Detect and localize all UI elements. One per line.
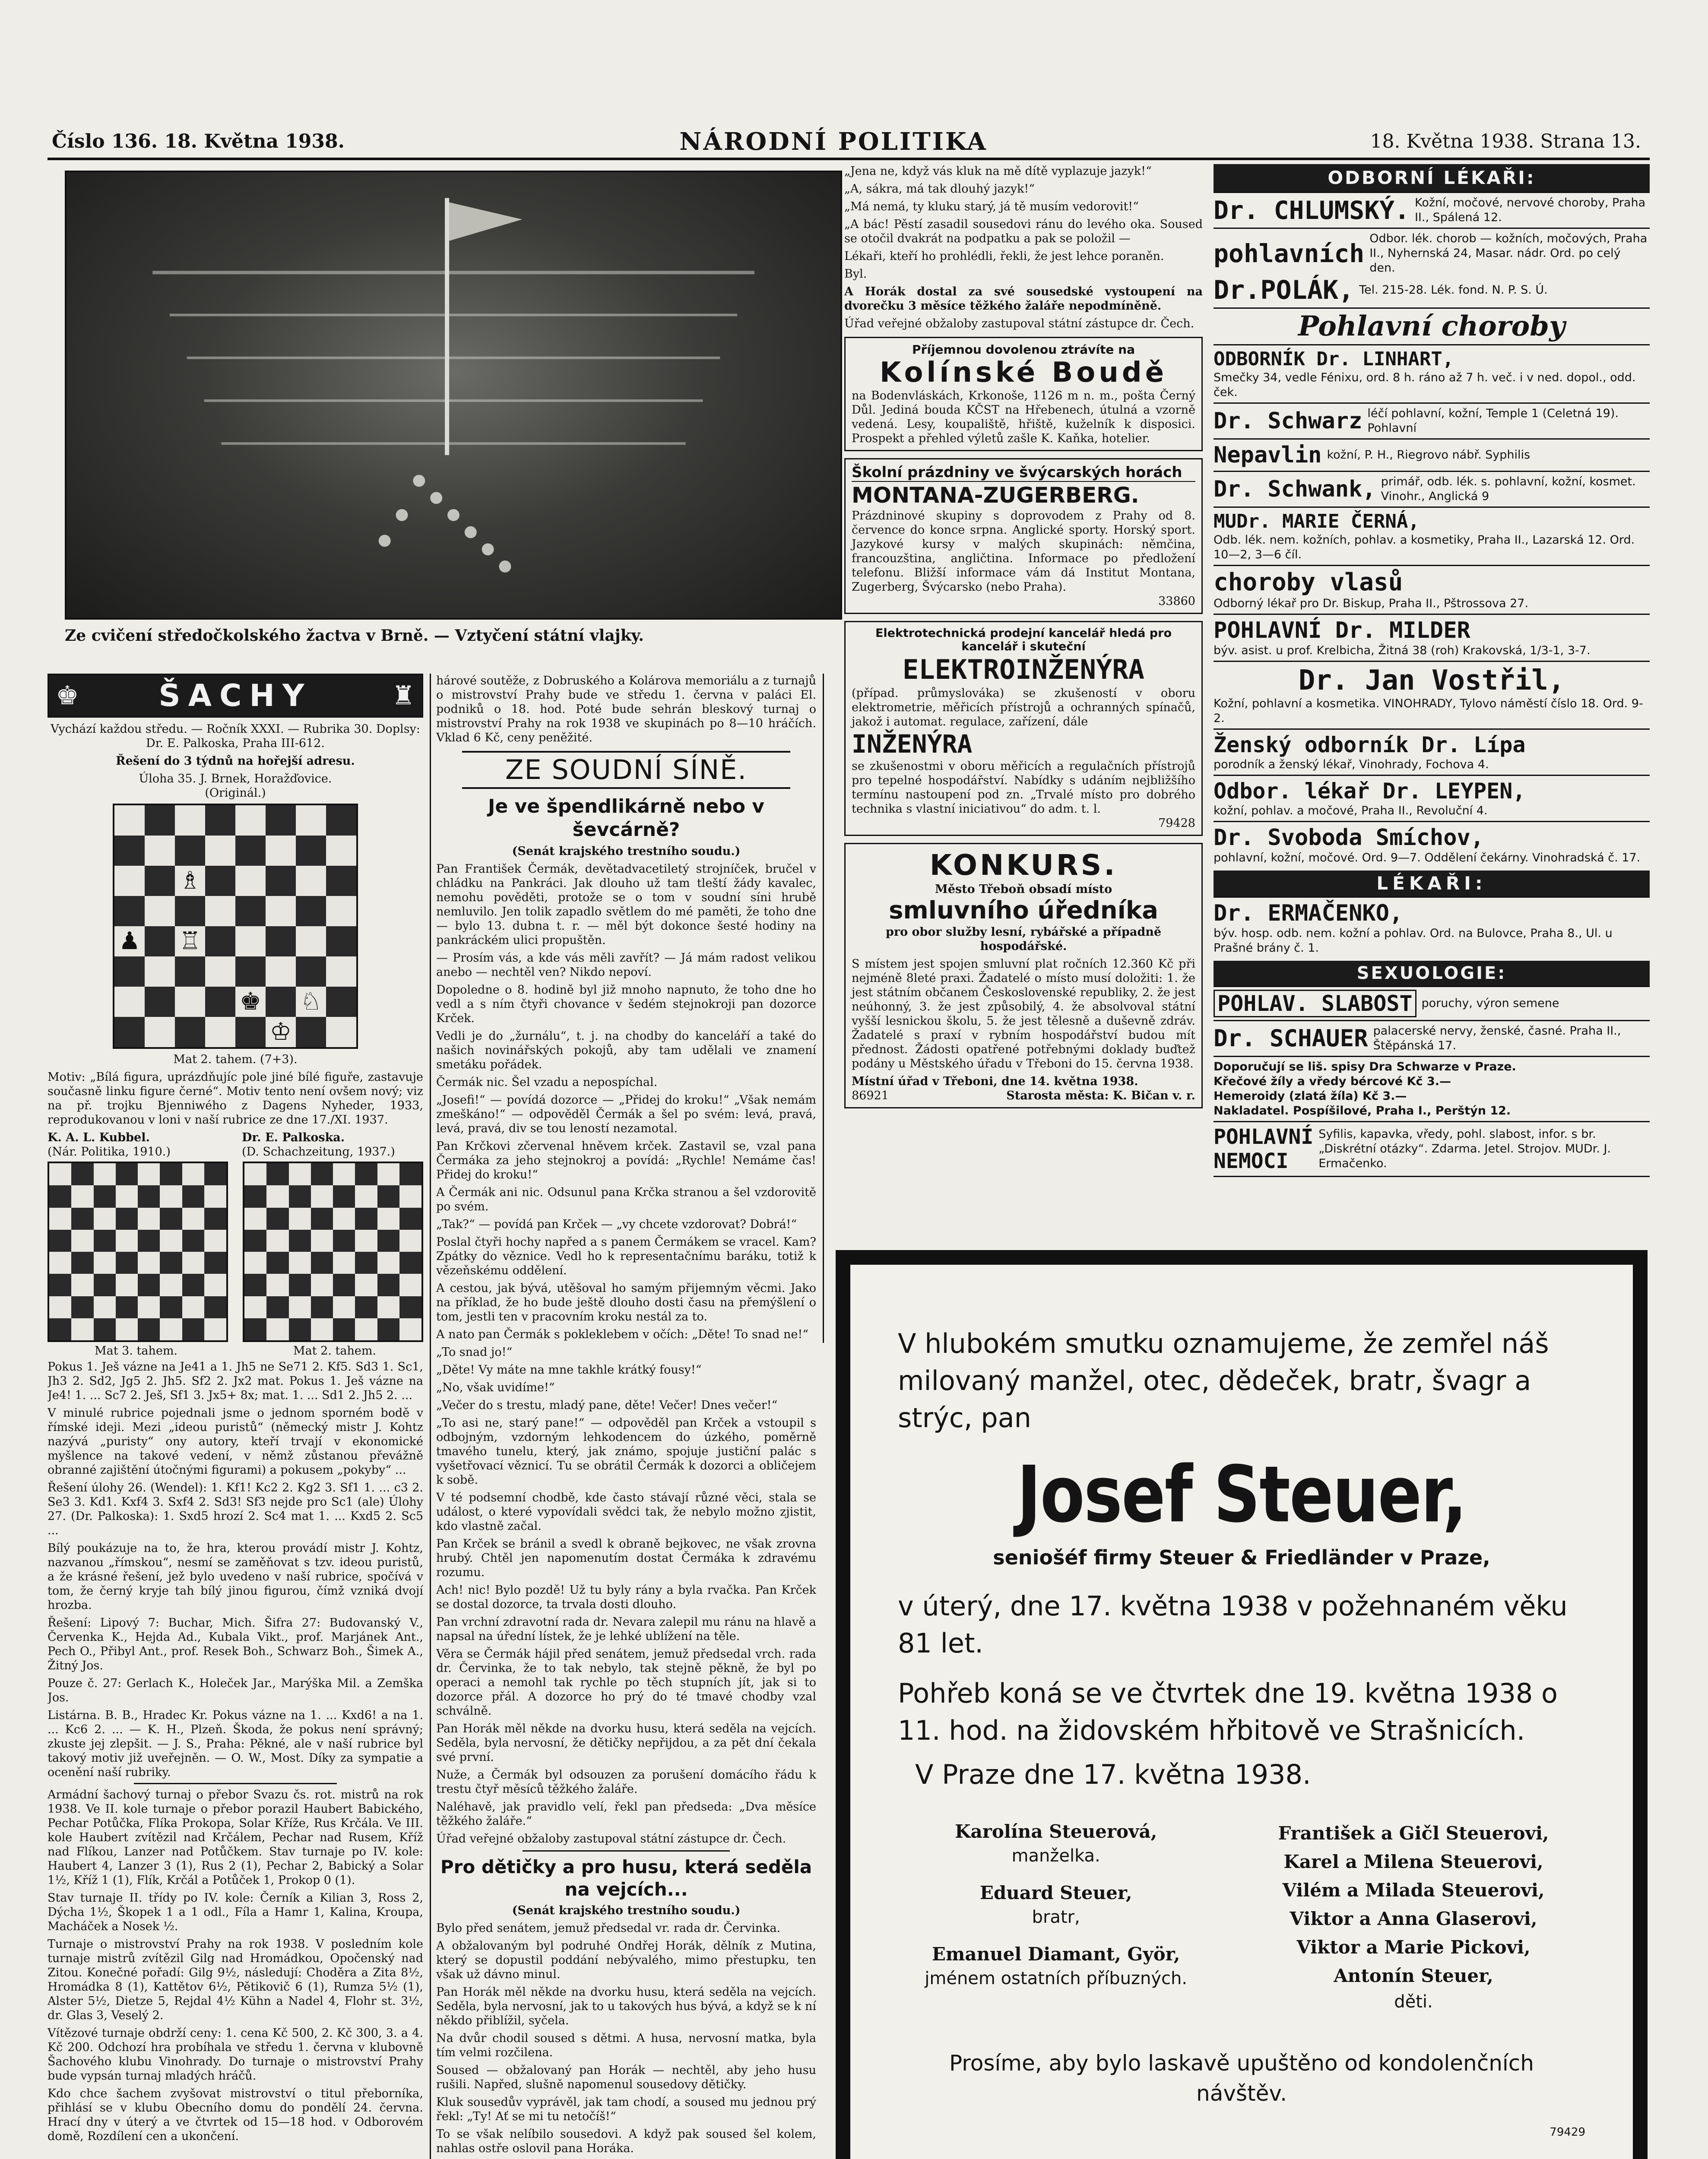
doctors-column [1214,164,1650,1304]
ad-schwank-info: primář, odb. lék. s. pohlavní, kožní, kosmet. Vinohr., Anglická 9 [1381,475,1636,503]
article-paragraph: „Má nemá, ty kluku starý, já tě musím vedorovit!“ [844,200,1139,213]
article-paragraph: „A, sákra, má tak dlouhý jazyk!“ [844,182,1035,196]
obituary-intro: V hlubokém smutku oznamujeme, že zemřel náš milovaný manžel, otec, dědeček, bratr, švagr a strýc, pan [898,1328,1549,1434]
ad-kolinske-bouda [844,337,1203,451]
source-kubbel: (Nár. Politika, 1910.) [48,1145,171,1159]
article-divider [523,1850,730,1852]
article-paragraph: „Večer do s trestu, mladý pane, děte! Večer! Dnes večer!“ [436,1399,778,1412]
ad-kolinske-name: Kolínské Boudě [879,357,1168,389]
ad-spisy-line: Nakladatel. Pospíšilové, Praha I., Perštýn 12. [1214,1104,1511,1117]
ad-elektro-number: 79428 [1158,817,1195,830]
ad-montana-body: Prázdninové skupiny s doprovodem z Prahy od 8. července do konce srpna. Anglické sporty. Horský sport. Jazykové kursy v malých skupinách: němčina, francouzština, angličtina. Informace po předložení telefonu. Bližší informace vám dá Institut Montana, Zugerberg, Švýcarsko (nebo Praha). [852,509,1195,594]
chess-king-icon: ♚ [239,988,262,1016]
ad-lipa [1214,728,1650,775]
chess-title: ŠACHY [158,678,312,713]
konkurs-name: smluvního úředníka [889,896,1158,924]
court-column [436,674,816,2159]
ad-polak-tel: Tel. 215-28. Lék. fond. N. P. S. Ú. [1359,283,1548,297]
article-paragraph: „Tak?“ — povídá pan Krček — „vy chcete vzdorovat? Dobrá!“ [436,1218,797,1231]
court-section-title: ZE SOUDNÍ SÍNĚ. [462,751,790,789]
page-date: 18. Května 1938. Strana 13. [1370,130,1641,152]
chess-paragraph: Řešení úlohy 26. (Wendel): 1. Kf1! Kc2 2. Kg2 3. Sf1 1. ... c3 2. Se3 3. Kd1. Kxf4 3. Sxf4 2. Sd3! Sf3 nejde pro Sc1 (ale) Úlohy 27. (Dr. Palkoska): 1. Sxd5 hrozí 2. Sc4 mat 1. ... Kxd5 2. Sc5 ... [48,1481,423,1537]
ad-schauer-name: Dr. SCHAUER [1214,1025,1368,1052]
article-paragraph: Kluk sousedův vyprávěl, jak tam chodí, a soused mu jednou prý řekl: „Ty! Ať se mi tu netočíš!“ [436,2096,816,2123]
ad-leypen-name: Odbor. lékař Dr. LEYPEN, [1214,779,1526,804]
ad-polak-name: Dr.POLÁK, [1214,275,1354,305]
konkurs-signature: Starosta města: K. Bičan v. r. [1006,1089,1195,1102]
ad-leypen [1214,775,1650,821]
flag-pole-graphic [67,172,840,618]
ad-lipa-name: Ženský odborník Dr. Lípa [1214,732,1526,757]
source-palkoska: (D. Schachzeitung, 1937.) [242,1145,395,1159]
chess-paragraph: Stav turnaje II. třídy po IV. kole: Černík a Kilian 3, Ross 2, Dýcha 1½, Škopek 1 a 1 odl., Fíla a Hamr 1, Kalina, Kroupa, Macháček a Nosek ½. [48,1891,423,1933]
ad-ermacenko-info: býv. hosp. odb. nem. kožní a pohlav. Ord. na Bulovce, Praha 8., Ul. u Prašné brány č. 1. [1214,927,1613,955]
chess-rook-icon: ♖ [179,927,201,955]
mourner-name: František a Gičl Steuerovi, [1278,1823,1549,1844]
ad-chlumsky [1214,192,1650,228]
odborni-lekari-band: ODBORNÍ LÉKAŘI: [1214,164,1650,192]
article-paragraph: A nato pan Čermák s pokleklebem v očích: „Děte! To snad ne!“ [436,1328,809,1341]
chess-paragraph: V minulé rubrice pojednali jsme o jednom sporném bodě v římské ideji. Mezi „ideou puristů“ (německý mistr J. Kohtz nazývá „puristy“ ony autory, kteří trvají v ekonomické myšlence na takové vedení, v němž zůstanou převážně obranné zajištění útočnými figurami) a pokusem „pokyby“ ... [48,1406,423,1477]
ad-kolinske-top: Příjemnou dovolenou ztrávíte na [912,342,1135,357]
ad-chlumsky-name: Dr. CHLUMSKÝ. [1214,196,1410,225]
konkurs-line1: Město Třeboň obsadí místo [935,883,1112,896]
ad-montana-name: MONTANA-ZUGERBERG. [852,483,1139,508]
article-paragraph: „A bác! Pěstí zasadil sousedovi ránu do levého oka. Soused se otočil dvakrát na podpatku a pak se položil — [844,218,1203,245]
chess-diagram-1 [113,804,358,1049]
ad-nepavlin [1214,438,1650,471]
article-paragraph: Úřad veřejné obžaloby zastupoval státní zástupce dr. Čech. [844,317,1195,330]
konkurs-title: KONKURS. [929,848,1118,882]
problem-note: (Originál.) [205,786,266,800]
obituary-role: seniošéf firmy Steuer & Friedländer v Praze, [993,1546,1490,1569]
ad-spisy-line: Křečové žíly a vředy bércové Kč 3.— [1214,1075,1451,1088]
ad-slabost [1214,986,1650,1020]
article-paragraph: „Josefi!“ — povídá dozorce — „Přidej do kroku!“ „Však nemám zmeškáno!“ — odpověděl Čermák a šel po svém: levá, pravá, levá, pravá, div se tou leností nezamotal. [436,1093,816,1135]
ad-vostril-name: Dr. Jan Vostřil, [1298,665,1565,696]
ad-biskup [1214,565,1650,614]
ad-spisy-line: Doporučují se liš. spisy Dra Schwarze v Praze. [1214,1060,1516,1073]
article-paragraph: Pan Krček se bránil a svedl k obraně bejkovec, ne však zrovna hrubý. Chtěl jen napomenutím dostat Čermáka k zdravému rozumu. [436,1537,816,1579]
article-paragraph: Lékaři, kteří ho prohlédli, řekli, že jest lehce poraněn. [844,250,1164,263]
article-paragraph: Bylo před senátem, jemuž předsedal vr. rada dr. Červinka. [436,1922,781,1935]
chess-diagram-3 [243,1162,423,1342]
mourner-role: bratr, [1032,1907,1080,1927]
caption-diagram-2: Mat 3. tahem. [94,1344,178,1358]
ad-svoboda-info: pohlavní, kožní, močové. Ord. 9—7. Oddělení čekárny. Vinohradská č. 17. [1214,851,1641,864]
article-paragraph: Na dvůr chodil soused s dětmi. A husa, nervosní matka, byla tím velmi rozčilena. [436,2032,816,2059]
ad-kolinske-body: na Bodenvláskách, Krkonoše, 1126 m n. m., pošta Černý Důl. Jediná bouda KČST na Hřebenech, útulná a vzorně vedená. Lesy, koupaliště, hřiště, kuželník k disposici. Prospekt a přehled výletů zašle K. Kaňka, hotelier. [852,389,1195,445]
ad-montana [844,458,1203,614]
ad-leypen-info: kožní, pohlav. a močové, Praha II., Revoluční 4. [1214,804,1488,817]
ad-ermacenko-name: Dr. ERMAČENKO, [1214,900,1403,926]
chess-king-icon: ♚ [56,681,79,711]
ad-milder [1214,614,1650,661]
ad-nepavlin-name: Nepavlin [1214,442,1322,468]
mourner-name: Karolína Steuerová, [955,1821,1157,1842]
chess-diagram-2 [48,1162,228,1342]
article-paragraph: Byl. [844,267,867,281]
article-paragraph: „Jena ne, když vás kluk na mě dítě vyplazuje jazyk!“ [844,165,1152,178]
chess-pawn-icon: ♟ [118,927,141,955]
chess-paragraph: Vítězové turnaje obdrží ceny: 1. cena Kč 500, 2. Kč 300, 3. a 4. Kč 200. Odchozí hra probíhala ve středu 1. června v klubovně Šachového klubu Vinohrady. Do turnaje o mistrovství Prahy bude vypsán turnaj mladých hráčů. [48,2026,423,2083]
article-paragraph: A Čermák ani nic. Odsunul pana Krčka stranou a šel vzdorovitě po svém. [436,1186,816,1213]
obituary-funeral: Pohřeb koná se ve čtvrtek dne 19. května 1938 o 11. hod. na židovském hřbitově ve Strašnicích. [898,1678,1558,1746]
chess-divider [134,1783,337,1784]
photo-caption: Ze cvičení středočkolského žactva v Brně. — Vztyčení státní vlajky. [65,627,644,645]
ad-schwarz-info: léčí pohlavní, kožní, Temple 1 (Celetná 19). Pohlavní [1367,407,1619,435]
chess-bishop-icon: ♗ [179,867,201,895]
chess-paragraph: Řešení: Lipový 7: Buchar, Mich. Šifra 27: Budovanský V., Červenka K., Hejda Ad., Kubala Vikt., prof. Marjánek Ant., Pech O., Přibyl Ant., prof. Resek Boh., Schwarz Boh., Šimek A., Žitný Jos. [48,1616,423,1672]
mourner-role: děti. [1394,1992,1433,2012]
article-paragraph: Pan Horák měl někde na dvorku husu, která seděla na vejcích. Seděla, byla nervosní, jak to u takových hus bývá, a když se k ní někdo přiblížil, syčela. [436,1985,816,2027]
mourners-left [898,1819,1214,2013]
ad-milder-name: POHLAVNÍ Dr. MILDER [1214,617,1470,643]
ad-spisy [1214,1056,1650,1121]
article-paragraph: A obžalovaným byl podruhé Ondřej Horák, dělník z Mutina, který se dopustil poddání nebývalého, mimo přestupku, ten však už dávno minul. [436,1939,816,1981]
article-paragraph: Pan vrchní zdravotní rada dr. Nevara zalepil mu ránu na hlavě a napsal na úřední lístek, že je lehké ublížení na těle. [436,1615,816,1643]
konkurs-footer: Místní úřad v Třeboni, dne 14. května 1938. [852,1075,1138,1088]
chess-info: Vychází každou středu. — Ročník XXXI. — Rubrika 30. Doplsy: Dr. E. Palkoska, Praha III-612. [51,722,420,750]
article-paragraph: „To asi ne, starý pane!“ — odpověděl pan Krček a vstoupil s odbojným, vzdorným lehkodencem do úzkého, poměrně tmavého tunelu, který, jak známo, spojuje justiční palác s vyšetřovací věznicí. Tu se obrátil Čermák k dozorci a obličejem k sobě. [436,1416,816,1487]
ad-montana-number: 33860 [1158,595,1195,608]
obituary-name: Josef Steuer, [1017,1450,1467,1540]
pohlavni-choroby-title: Pohlavní choroby [1298,310,1565,342]
chess-title-band [48,674,423,718]
chess-paragraph: Listárna. B. B., Hradec Kr. Pokus vázne na 1. ... Kxd6! a na 1. ... Kc6 2. ... — K. H., Plzeň. Škoda, že pokus není správný; zkuste jej zlepšit. — J. S., Praha: Pěkné, ale v naší rubrice byl takový motiv již uveřejněn. — O. W., Most. Díky za sympatie a ocenění naší rubriky. [48,1709,423,1779]
ad-biskup-info: Odborný lékař pro Dr. Biskup, Praha II., Pštrossova 27. [1214,597,1529,610]
obituary-inner [850,1265,1633,2159]
ad-schwarz [1214,402,1650,438]
mourner-name: Viktor a Marie Pickovi, [1296,1937,1531,1958]
article-subtitle: (Senát krajského trestního soudu.) [512,1904,741,1917]
ad-ermacenko [1214,896,1650,958]
mourner-role: manželka. [1011,1846,1100,1866]
article-paragraph: V té podsemní chodbě, kde často stávají různé věci, stala se událost, o které vypovídali svědci tak, že nebylo možno zjistit, kdo vlastně začal. [436,1491,816,1533]
problem-caption: Mat 2. tahem. (7+3). [173,1053,298,1066]
ad-schwank [1214,471,1650,507]
article-paragraph: Pan Krčkovi zčervenal hněvem krček. Zastavil se, vzal pana Čermáka za jeho stejnokroj a povídá: „Rychle! Nemáme čas! Přidej do kroku!“ [436,1140,816,1181]
obituary-notice [836,1250,1648,2159]
ad-biskup-name: choroby vlasů [1214,568,1403,596]
ad-linhart [1214,344,1650,402]
obituary-date: v úterý, dne 17. května 1938 v požehnaném věku 81 let. [898,1590,1568,1659]
article-paragraph: „Děte! Vy máte na mne takhle krátký fousy!“ [436,1363,702,1377]
article-subtitle: (Senát krajského trestního soudu.) [512,845,741,858]
lekari-band: LÉKAŘI: [1214,871,1650,896]
ad-elektro [844,621,1203,836]
ad-vostril-info: Kožní, pohlavní a kosmetika. VINOHRADY, Tylovo náměstí číslo 18. Ord. 9-2. [1214,697,1643,725]
article-paragraph: Pan Horák měl někde na dvorku husu, která seděla na vejcích. Seděla, byla nervosní, že dětičky nepřijdou, a za pět dní čekala své první. [436,1722,816,1764]
ad-schauer-info: palacerské nervy, ženské, časné. Praha II., Štěpánská 17. [1373,1024,1621,1052]
ad-polak [1214,228,1650,307]
article-title: Je ve špendlikárně nebo v ševcárně? [488,795,764,841]
article-paragraph: Vedli je do „žurnálu“, t. j. na chodby do kanceláří a také do našich novinářských pokojů, aby tam udělali ve znamení smetáku pořádek. [436,1029,816,1071]
mourners [898,1819,1585,2013]
article-paragraph: A cestou, jak bývá, utěšoval ho samým přijemným věcmi. Jako na příklad, že ho bude ještě dlouho dosti času na přemýšlení o tom, jestli ten v pracovním kroku nestál za to. [436,1282,816,1323]
column-rule [430,674,431,2159]
author-palkoska: Dr. E. Palkoska. [242,1131,345,1144]
article-paragraph: Soused — obžalovaný pan Horák — nechtěl, aby jeho husu rušili. Napřed, slušně napomenul sousedovy dětičky. [436,2064,816,2091]
mourner-name: Viktor a Anna Glaserovi, [1290,1908,1537,1929]
article-paragraph: Dopoledne o 8. hodině byl již mnoho napnuto, že toho dne ho vedl a s ním čtyři chovance v šedém stejnokroji pan dozorce Krček. [436,983,816,1025]
ad-cerna [1214,507,1650,565]
ad-svoboda-name: Dr. Svoboda Smíchov, [1214,825,1484,851]
article-paragraph: Úřad veřejné obžaloby zastupoval státní zástupce dr. Čech. [436,1832,786,1846]
ad-polak-title: pohlavních [1214,239,1365,268]
ad-slabost-info: poruchy, výron semene [1421,997,1559,1010]
ad-elektro-name2: INŽENÝRA [852,729,973,759]
mourner-name: Karel a Milena Steuerovi, [1283,1851,1543,1872]
ad-cerna-name: MUDr. MARIE ČERNÁ, [1214,510,1420,532]
ad-slabost-name: POHLAV. SLABOST [1214,990,1416,1017]
ad-schauer [1214,1020,1650,1056]
obituary-number: 79429 [1550,2126,1585,2139]
article-paragraph: Věra se Čermák hájil před senátem, jemuž předsedal vrch. rada dr. Červinka, že to tak nebylo, tak stejně pěkně, že byl po operaci a nemohl tak rychle po těch stupních jít, jak si to dozorce přál. A dozorce ho prý do té tmavé chodby vzal schválně. [436,1647,816,1718]
issue-number: Číslo 136. 18. Května 1938. [52,130,345,152]
chess-continued: hárové soutěže, z Dobruského a Kolárova memoriálu a z turnajů o mistrovství Prahy bude ve středu 1. června v paláci El. podniků o 18. hod. Poté bude sehrán bleskový turnaj o mistrovství Prahy na rok 1938 ve skupinách po 8—10 hráčích. Vklad 6 Kč, ceny peněžité. [436,674,816,744]
konkurs-body: S místem jest spojen smluvní plat ročních 12.360 Kč při nejméně 8leté praxi. Žadatelé o místo musí doložiti: 1. že jest státním občanem Československé republiky, 2. že jest neúhonný, 3. že jest způsobilý, 4. že absolvoval státní vyšší lesnickou školu, 5. že jest tělesně a duševně zdráv. Žadatelé s praxí v rybním hospodářství budou mít přednost. Žádosti opatřené potřebnými doklady buďtež podány u Městského úřadu v Třeboni do 15. června 1938. [852,957,1195,1070]
ad-montana-top: Školní prázdniny ve švýcarských horách [852,464,1195,482]
column-rule [823,674,824,1343]
ad-spisy-line: Hemeroidy (zlatá žíla) Kč 3.— [1214,1089,1407,1103]
ad-elektro-name: ELEKTROINŽENÝRA [903,654,1144,685]
ad-cerna-info: Odb. lék. nem. kožních, pohlav. a kosmetiky, Praha II., Lazarská 12. Ord. 10—2, 3—6 číl. [1214,533,1635,561]
author-kubbel: K. A. L. Kubbel. [48,1131,150,1144]
mourner-name: Eduard Steuer, [979,1882,1132,1903]
ad-pohlavni-choroby [1214,307,1650,344]
photo-flag-ceremony [65,171,842,620]
chess-paragraph: Turnaje o mistrovství Prahy na rok 1938. V posledním kole turnaje mistrů zvítězil Gilg nad Hromádkou, Opočenský nad Zitou. Konečné pořadí: Gilg 9½, následují: Choděra a Zita 8½, Hromádka 8 (1), Kattětov 6½, Pětikovič 6 (1), Rumza 5½ (1), Alster 5½, Dietze 5, Rejdal 4½ Kühn a Nadel 4, Flohr st. 3½, dr. Glas 3, Veselý 2. [48,1937,423,2022]
article-paragraph: „No, však uvidíme!“ [436,1381,555,1394]
ad-pohlavni-nemoci [1214,1121,1650,1177]
problem-author: Úloha 35. J. Brnek, Horažďovice. [139,772,332,785]
article-paragraph: A Horák dostal za své sousedské vystoupení na dvorečku 3 měsíce těžkého žaláře nepodmíněně. [844,285,1203,313]
obituary-request: Prosíme, aby bylo laskavě upuštěno od kondolenčních návštěv. [949,2051,1534,2106]
ad-elektro-body: (případ. průmyslováka) se zkušeností v oboru elektrometrie, měřicích přístrojů a ochranných spínačů, jakož i automat. regulace, zařízení, dále [852,687,1195,728]
article-paragraph: — Prosím vás, a kde vás měli zavřít? — Já mám radost velikou anebo — nechtěl ven? Nikdo nepoví. [436,951,816,979]
ad-schwank-name: Dr. Schwank, [1214,476,1376,502]
caption-diagram-3: Mat 2. tahem. [293,1344,377,1358]
ad-linhart-info: Smečky 34, vedle Fénixu, ord. 8 h. ráno až 7 h. več. i v ned. dopol., odd. ček. [1214,371,1636,399]
konkurs-number: 86921 [852,1089,889,1102]
chess-paragraph: Armádní šachový turnaj o přebor Svazu čs. rot. mistrů na rok 1938. Ve II. kole turnaje o přebor porazil Haubert Babického, Pechar Potůčka, Flíka Prokopa, Solar Kříže, Rus Krčála. Ve III. kole Haubert zvítězil nad Krčálem, Pechar nad Rusem, Kříž nad Flíkou, Lanzer nad Potůčkem. Stav turnaje po IV. kole: Haubert 4, Lanzer 3 (1), Rus 2 (1), Pechar 2, Babický a Solar 1½, Kříž 1 (1), Flík, Krčál a Potůček 1, Prokop 0 (1). [48,1788,423,1887]
diagram-headers [48,1130,423,1159]
masthead: NÁRODNÍ POLITIKA [679,127,988,156]
ad-pohlavni-nemoci-name: POHLAVNÍ NEMOCI [1214,1125,1314,1173]
ad-linhart-name: ODBORNÍK Dr. LINHART, [1214,348,1454,370]
obituary-place: V Praze dne 17. května 1938. [915,1759,1311,1790]
mourner-name: Antonín Steuer, [1334,1965,1493,1986]
ad-chlumsky-info: Kožní, močové, nervové choroby, Praha II., Spálená 12. [1414,196,1646,224]
diagram-captions [48,1342,423,1360]
chess-paragraph: Pokus 1. Ješ vázne na Je41 a 1. Jh5 ne Se71 2. Kf5. Sd3 1. Sc1, Jh3 2. Sd2, Jg5 2. Jh5. Sf2 2. Jx2 mat. Pokus 1. Ješ vázne na Je4! 1. ... Sc7 2. Ješ, Sf1 3. Jx5+ 8x; mat. 1. ... Sd1 2. Jh5 2. ... [48,1360,423,1402]
ad-polak-info: Odbor. lék. chorob — kožních, močových, Praha II., Nyhernská 24, Masar. nádr. Ord. po celý den. [1369,232,1648,275]
ad-schwarz-name: Dr. Schwarz [1214,408,1363,434]
ad-pohlavni-nemoci-info: Syfilis, kapavka, vředy, pohl. slabost, infor. s br. „Diskrétní otázky“. Zdarma. Jetel. Strojov. MUDr. J. Ermačenko. [1318,1127,1611,1170]
chess-king-icon: ♔ [269,1018,292,1046]
article-paragraph: Pan František Čermák, devětadvacetiletý strojníček, bručel v chládku na Pankráci. Jak dlouho už tam tleští žády kavalec, nemohu pověděti, protože se o tom v soudní síni hrubě nemluvilo. Jen tolik zapadlo světlem do mé paměti, že toho dne — bylo 13. dubna t. r. — měl být dokonce šesté hodiny na pankráckém ulici propuštěn. [436,862,816,947]
ad-elektro-body2: se zkušenostmi v oboru měřicích a regulačních přístrojů pro tepelné hospodářství. Nabídky s udáním nejbližšího termínu nastoupení pod zn. „Trvalé místo pro dobrého technika s vlastní iniciativou“ do adm. t. l. [852,760,1195,816]
article-paragraph: Ach! nic! Bylo pozdě! Už tu byly rány a byla rvačka. Pan Krček se dostal dozorce, ta trvala dosti dlouho. [436,1583,816,1611]
ad-vostril [1214,661,1650,728]
mourner-name: Emanuel Diamant, Györ, [932,1944,1180,1965]
ad-milder-info: býv. asist. u prof. Krelbicha, Žitná 38 (roh) Krakovská, 1/3-1, 3-7. [1214,644,1591,657]
chess-paragraph: Pouze č. 27: Gerlach K., Holeček Jar., Marýška Mil. a Zemška Jos. [48,1677,423,1704]
chess-paragraph: Bílý poukázuje na to, že hra, kterou provádí mistr J. Kohtz, nazvanou „římskou“, nesmí se zaměňovat s tzv. ideou puristů, a že krásné řešení, jež bylo uvedeno v naší rubrice, spočívá v tom, že černý kryje tah bílý jinou figurou, čímž vzniká dvojí hrozba. [48,1542,423,1612]
article-paragraph: Čermák nic. Šel vzadu a nepospíchal. [436,1076,658,1089]
chess-rook-icon: ♜ [392,681,415,711]
konkurs-line2: pro obor služby lesní, rybářské a případně hospodářské. [885,925,1162,953]
chess-knight-icon: ♘ [300,988,322,1016]
konkurs-footer-row [852,1089,1195,1103]
article-paragraph: Nuže, a Čermák byl odsouzen za porušení domácího řádu k trestu čtyř měsíců těžkého žaláře. [436,1768,816,1796]
article-paragraph: Poslal čtyři hochy napřed a s panem Čermákem se vracel. Kam? Zpátky do věznice. Vedl ho k representačnímu baráku, totiž k vězeňskému oddělení. [436,1235,816,1277]
article-paragraph: Naléhavě, jak pravidlo velí, řekl pan předseda: „Dva měsíce těžkého žaláře.“ [436,1800,816,1828]
article-paragraph: To se však nelíbilo sousedovi. A když pak soused šel kolem, nahlas ostře oslovil pana Horáka. [436,2127,816,2155]
chess-paragraph: Kdo chce šachem zvyšovat mistrovství o titul přeborníka, přihlásí se v klubu Obecního domu do pondělí 24. června. Hrací dny v úterý a ve čtvrtek od 15—18 hod. v Odborovém domě, Rozdílení cen a ukončení. [48,2087,423,2143]
mourner-role: jménem ostatních příbuzných. [925,1969,1188,1988]
ad-elektro-top: Elektrotechnická prodejní kancelář hledá pro kancelář i skuteční [875,627,1172,653]
mourners-right [1242,1819,1585,2013]
diagram-pair [48,1162,423,1342]
article-title: Pro dětičky a pro husu, která seděla na vejcích... [440,1856,812,1900]
ad-konkurs [844,843,1203,1108]
mourner-name: Vilém a Milada Steuerovi, [1282,1880,1545,1901]
chess-solution-line: Řešení do 3 týdnů na hořejší adresu. [116,754,355,768]
chess-column [48,674,423,2159]
problem-motto: Motiv: „Bílá figura, uprázdňujíc pole jiné bílé figuře, zastavuje současně linku figure černé“. Motiv tento není ovšem nový; viz na př. trojku Bjenniwého z Dagens Nyheder, 1933, reprodukovanou v loni v naší rubrice ze dne 17./XI. 1937. [48,1070,423,1127]
sexuologie-band: SEXUOLOGIE: [1214,961,1650,986]
ads-column-middle [844,164,1203,1287]
header-rule [48,158,1650,160]
article-paragraph: „To snad jo!“ [436,1345,513,1359]
ad-svoboda [1214,821,1650,868]
ad-lipa-info: porodník a ženský lékař, Vinohrady, Fochova 4. [1214,758,1489,771]
ad-nepavlin-info: kožní, P. H., Riegrovo nábř. Syphilis [1327,448,1531,462]
